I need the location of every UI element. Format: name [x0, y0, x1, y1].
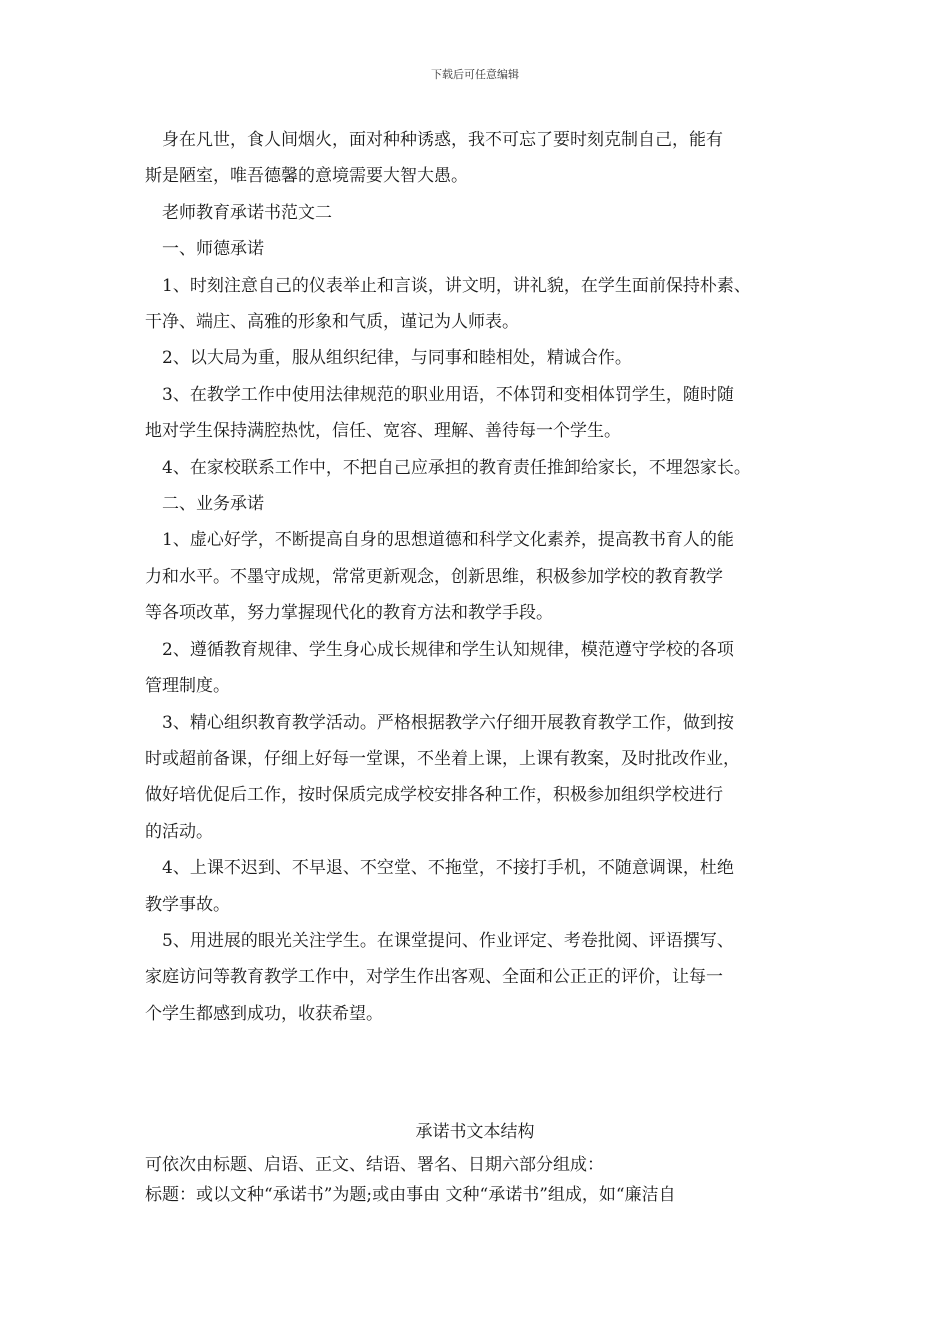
paragraph-line: 5、用进展的眼光关注学生。在课堂提问、作业评定、考卷批阅、评语撰写、	[162, 930, 734, 951]
paragraph-line: 等各项改革，努力掌握现代化的教育方法和教学手段。	[145, 603, 553, 624]
commitment-text	[145, 122, 825, 1032]
paragraph-line: 身在凡世，食人间烟火，面对种种诱惑，我不可忘了要时刻克制自己，能有	[162, 130, 723, 150]
paragraph-line: 时或超前备课，仔细上好每一堂课，不坐着上课，上课有教案，及时批改作业，	[145, 748, 740, 769]
paragraph-line: 做好培优促后工作，按时保质完成学校安排各种工作，积极参加组织学校进行	[145, 785, 723, 806]
page-header: 下载后可任意编辑	[431, 68, 519, 81]
paragraph-line: 4、在家校联系工作中，不把自己应承担的教育责任推卸给家长，不埋怨家长。	[162, 457, 751, 478]
paragraph-line: 力和水平。不墨守成规，常常更新观念，创新思维，积极参加学校的教育教学	[145, 566, 723, 587]
paragraph-line: 4、上课不迟到、不早退、不空堂、不拖堂，不接打手机，不随意调课，杜绝	[162, 858, 734, 879]
paragraph-line: 个学生都感到成功，收获希望。	[145, 1003, 383, 1024]
paragraph-line: 3、在教学工作中使用法律规范的职业用语，不体罚和变相体罚学生，随时随	[162, 384, 734, 405]
section-title: 承诺书文本结构	[415, 1122, 535, 1143]
structure-line: 可依次由标题、启语、正文、结语、署名、日期六部分组成：	[145, 1155, 604, 1176]
paragraph-line: 管理制度。	[145, 676, 230, 697]
paragraph-line: 的活动。	[145, 821, 213, 842]
paragraph-line: 地对学生保持满腔热忱，信任、宽容、理解、善待每一个学生。	[145, 421, 621, 442]
paragraph-line: 2、以大局为重，服从组织纪律，与同事和睦相处，精诚合作。	[162, 348, 632, 369]
document-body	[145, 122, 825, 1210]
paragraph-line: 1、虚心好学，不断提高自身的思想道德和科学文化素养，提高教书育人的能	[162, 530, 734, 551]
paragraph-line: 老师教育承诺书范文二	[162, 202, 332, 223]
section-gap	[145, 1032, 825, 1114]
paragraph-line: 干净、端庄、高雅的形象和气质，谨记为人师表。	[145, 312, 519, 333]
paragraph-line: 教学事故。	[145, 894, 230, 915]
paragraph-line: 斯是陋室，唯吾德馨的意境需要大智大愚。	[145, 166, 468, 187]
structure-line: 标题：或以文种“承诺书”为题;或由事由 文种“承诺书”组成，如“廉洁自	[145, 1185, 676, 1206]
paragraph-line: 2、遵循教育规律、学生身心成长规律和学生认知规律，模范遵守学校的各项	[162, 639, 734, 660]
paragraph-line: 一、师德承诺	[162, 239, 264, 260]
paragraph-line: 家庭访问等教育教学工作中，对学生作出客观、全面和公正正的评价，让每一	[145, 967, 723, 988]
paragraph-line: 1、时刻注意自己的仪表举止和言谈，讲文明，讲礼貌，在学生面前保持朴素、	[162, 275, 751, 296]
paragraph-line: 3、精心组织教育教学活动。严格根据教学六仔细开展教育教学工作，做到按	[162, 712, 734, 733]
paragraph-line: 二、业务承诺	[162, 494, 264, 515]
